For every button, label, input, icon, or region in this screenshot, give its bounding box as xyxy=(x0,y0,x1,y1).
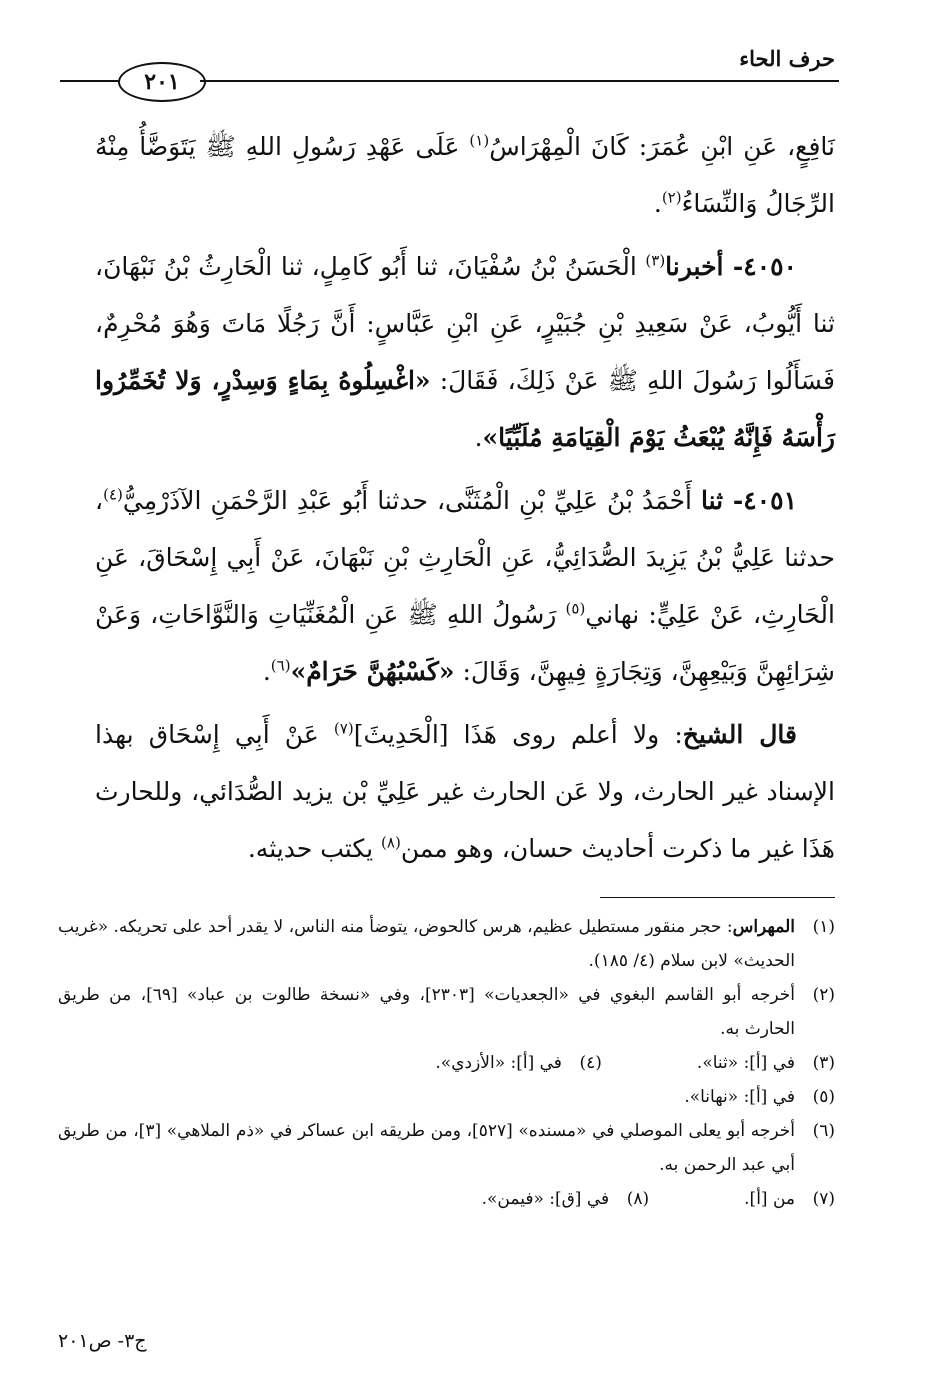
footnote-number: (٦) xyxy=(812,1121,835,1141)
page-number-badge xyxy=(118,62,206,102)
footnote-text: أخرجه أبو يعلى الموصلي في «مسنده» [٥٢٧]، ومن طريقه ابن عساكر في «ذم الملاهي» [٣]، من طريق أبي عبد الرحمن به. xyxy=(58,1121,795,1175)
text-run: . xyxy=(653,189,662,218)
hadith-number: ٤٠٥١- xyxy=(723,486,797,515)
footnote-number: (٢) xyxy=(812,985,835,1005)
footnote-number: (١) xyxy=(812,917,835,937)
hadith-number: ٤٠٥٠- xyxy=(723,252,797,281)
footnote-marker: (٧) xyxy=(333,719,354,738)
footnote-marker: (١) xyxy=(469,131,490,150)
text-run: عَنْ أَبِي إِسْحَاق بهذا الإسناد غير الحارث، ولا عَن الحارث غير عَلِيِّ بْن يزيد الصُّدَائي، وللحارث هَذَا غير ما ذكرت أحاديث حسان، وهو ممن xyxy=(95,720,835,863)
text-run: رَسُولُ اللهِ ﷺ عَنِ الْمُغَنِّيَاتِ وَالنَّوَّاحَاتِ، وَعَنْ شِرَائِهِنَّ وَبَيْعِهِنَّ، وَتِجَارَةٍ فِيهِنَّ، وَقَالَ: xyxy=(95,600,835,686)
hadith-text: «اغْسِلُوهُ بِمَاءٍ وَسِدْرٍ، وَلا تُخَمِّرُوا رَأْسَهُ فَإِنَّهُ يُبْعَثُ يَوْمَ الْقِيَامَةِ مُلَبِّيًا» xyxy=(95,366,835,452)
chain-lead: أخبرنا xyxy=(665,252,724,281)
footnote-marker: (٦) xyxy=(270,656,291,675)
footnote-number: (٣) xyxy=(812,1053,835,1073)
hadith-4050 xyxy=(95,238,835,466)
hadith-text: «كَسْبُهُنَّ حَرَامٌ» xyxy=(290,657,455,686)
footnote-2 xyxy=(58,978,835,1046)
footnote-marker: (٣) xyxy=(645,251,666,270)
chain-lead: ثنا xyxy=(701,486,724,515)
header-rule-left xyxy=(60,80,120,82)
footnote-number: (٨) xyxy=(626,1189,650,1209)
footnote-text: في [ق]: «فيمن». xyxy=(481,1189,610,1209)
footnotes xyxy=(58,910,835,1216)
footnote-number: (٧) xyxy=(812,1189,835,1209)
hadith-4051 xyxy=(95,472,835,700)
footnote-6 xyxy=(58,1114,835,1182)
footnote-marker: (٤) xyxy=(103,485,123,504)
footnote-5 xyxy=(58,1080,835,1114)
text-run: نَافِعٍ، عَنِ ابْنِ عُمَرَ: كَانَ الْمِهْرَاسُ xyxy=(489,132,835,161)
footnote-8 xyxy=(482,1182,650,1216)
text-run: الْحَسَنُ بْنُ سُفْيَانَ، ثنا أَبُو كَامِلٍ، ثنا الْحَارِثُ بْنُ نَبْهَانَ، ثنا أَيُّوبُ، عَنْ سَعِيدِ بْنِ جُبَيْرٍ، عَنِ ابْنِ عَبَّاسٍ: أَنَّ رَجُلًا مَاتَ وَهُوَ مُحْرِمٌ، فَسَأَلُوا رَسُولَ اللهِ ﷺ عَنْ ذَلِكَ، فَقَالَ: xyxy=(95,252,836,395)
text-run: . xyxy=(262,657,271,686)
footnote-term: المهراس xyxy=(732,917,795,937)
shaykh-comment xyxy=(95,706,835,877)
footnote-3 xyxy=(697,1046,835,1080)
text-run: . xyxy=(474,423,483,452)
footnote-marker: (٨) xyxy=(381,833,401,852)
volume-page-reference: ج٣- ص٢٠١ xyxy=(58,1330,147,1352)
header-rule xyxy=(200,80,839,82)
footnote-text: في [أ]: «ثنا». xyxy=(696,1053,795,1073)
footnote-row-7-8 xyxy=(58,1182,835,1216)
footnote-text: أخرجه أبو القاسم البغوي في «الجعديات» [٢٣٠٣]، وفي «نسخة طالوت بن عباد» [٦٩]، من طريق الحارث به. xyxy=(58,985,795,1039)
footnote-text: في [أ]: «نهانا». xyxy=(684,1087,795,1107)
main-text xyxy=(95,118,835,877)
footnote-1 xyxy=(58,910,835,978)
footnote-row-3-4 xyxy=(58,1046,835,1080)
text-run: يكتب حديثه. xyxy=(247,834,382,863)
comment-lead: قال الشيخ xyxy=(682,720,797,749)
footnote-text: في [أ]: «الأزدي». xyxy=(435,1053,562,1073)
footnote-text: من [أ]. xyxy=(744,1189,795,1209)
text-run: عَلَى عَهْدِ رَسُولِ اللهِ ﷺ يَتَوَضَّأُ مِنْهُ الرِّجَالُ وَالنِّسَاءُ xyxy=(95,132,835,218)
running-head: حرف الحاء xyxy=(739,46,835,71)
footnote-marker: (٥) xyxy=(565,599,586,618)
text-run: ، حدثنا عَلِيُّ بْنُ يَزِيدَ الصُّدَائِيُّ، عَنِ الْحَارِثِ بْنِ نَبْهَانَ، عَنْ أَبِي إِسْحَاقَ، عَنِ الْحَارِثِ، عَنْ عَلِيٍّ: نهاني xyxy=(95,486,835,629)
page-number: ٢٠١ xyxy=(144,69,180,95)
footnote-rule xyxy=(600,897,835,898)
footnote-marker: (٢) xyxy=(661,188,682,207)
footnote-7 xyxy=(744,1182,835,1216)
footnote-number: (٥) xyxy=(812,1087,835,1107)
footnote-4 xyxy=(435,1046,602,1080)
paragraph-continuation xyxy=(95,118,835,232)
text-run: أَحْمَدُ بْنُ عَلِيِّ بْنِ الْمُثَنَّى، حدثنا أَبُو عَبْدِ الرَّحْمَنِ الآذَرْمِيُّ xyxy=(122,486,701,515)
footnote-text: : حجر منقور مستطيل عظيم، هرس كالحوض، يتوضأ منه الناس، لا يقدر أحد على تحريكه. «غريب الحديث» لابن سلام (٤/ ١٨٥). xyxy=(58,917,795,971)
text-run: : ولا أعلم روى هَذَا [الْحَدِيثَ] xyxy=(353,720,683,749)
footnote-number: (٤) xyxy=(579,1053,602,1073)
